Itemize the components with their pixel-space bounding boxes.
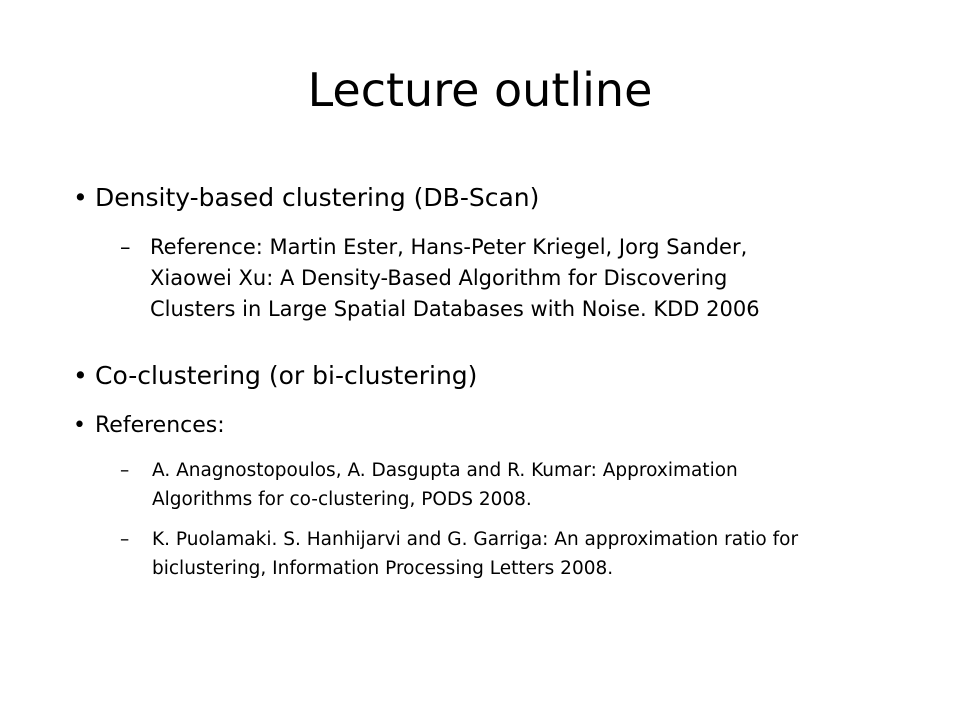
- bullet-text: References:: [95, 413, 225, 438]
- subitem-line: Xiaowei Xu: A Density-Based Algorithm for Discovering: [150, 266, 728, 290]
- subitem-text: [150, 232, 910, 325]
- bullet-text: Density-based clustering (DB-Scan): [95, 183, 540, 212]
- subitem-text: [152, 525, 912, 583]
- subitem-line: biclustering, Information Processing Letters 2008.: [152, 558, 614, 579]
- bullet-icon: •: [73, 361, 88, 390]
- bullet-icon: •: [73, 413, 86, 438]
- slide-title: Lecture outline: [307, 63, 653, 117]
- dash-icon: –: [120, 529, 130, 550]
- subitem-line: Algorithms for co-clustering, PODS 2008.: [152, 489, 532, 510]
- bullet-icon: •: [73, 183, 88, 212]
- subitem-text: [152, 456, 912, 514]
- subitem-line: A. Anagnostopoulos, A. Dasgupta and R. Kumar: Approximation: [152, 460, 738, 481]
- subitem-line: Reference: Martin Ester, Hans-Peter Kriegel, Jorg Sander,: [150, 235, 748, 259]
- subitem-line: K. Puolamaki. S. Hanhijarvi and G. Garriga: An approximation ratio for: [152, 529, 799, 550]
- bullet-text: Co-clustering (or bi-clustering): [95, 361, 478, 390]
- dash-icon: –: [120, 460, 130, 481]
- dash-icon: –: [120, 235, 131, 259]
- subitem-line: Clusters in Large Spatial Databases with Noise. KDD 2006: [150, 297, 760, 321]
